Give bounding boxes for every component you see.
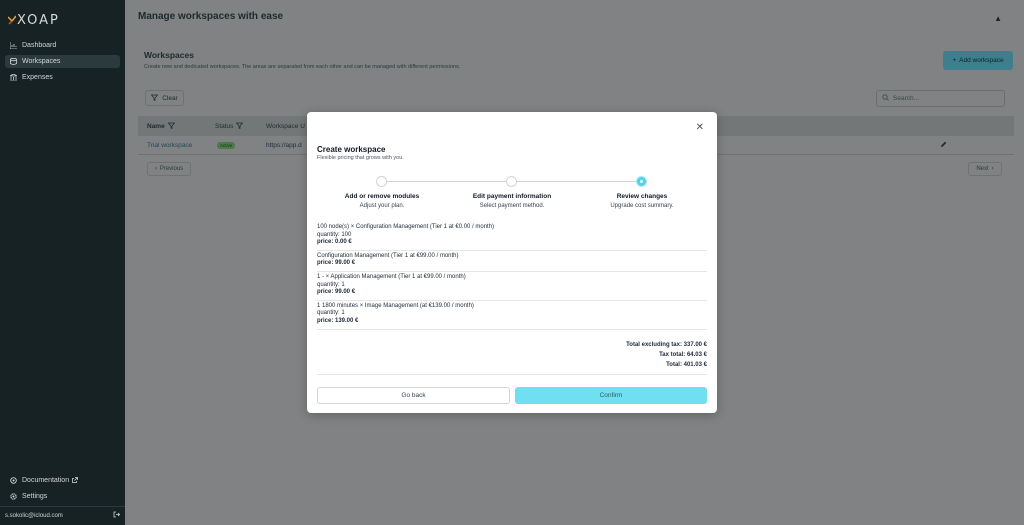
tax-total: Tax total: 64.03 € xyxy=(659,352,707,358)
filter-icon[interactable] xyxy=(236,122,243,131)
sidebar-item-settings[interactable] xyxy=(5,490,120,503)
step-1-subtitle: Adjust your plan. xyxy=(359,203,405,209)
clear-label: Clear xyxy=(162,94,178,102)
modal-subtitle: Flexible pricing that grows with you. xyxy=(317,155,404,161)
previous-label: Previous xyxy=(159,166,184,172)
filter-icon xyxy=(151,94,158,103)
total-excluding-tax: Total excluding tax: 337.00 € xyxy=(626,342,707,348)
cursor-icon: ▲ xyxy=(994,14,1002,23)
modal-divider xyxy=(317,374,707,375)
edit-icon[interactable] xyxy=(940,141,947,150)
item-quantity: quantity: 1 xyxy=(317,281,345,288)
item-price: price: 139.00 € xyxy=(317,317,359,324)
item-price: price: 0.00 € xyxy=(317,239,352,246)
gear-icon xyxy=(9,493,17,501)
step-3-subtitle: Upgrade cost summary. xyxy=(610,203,674,209)
list-item xyxy=(317,272,707,301)
add-workspace-label: Add workspace xyxy=(959,57,1004,64)
step-3-dot xyxy=(636,176,647,187)
go-back-button[interactable]: Go back xyxy=(317,387,510,404)
step-1-dot xyxy=(376,176,387,187)
sidebar-item-label: Documentation xyxy=(22,477,70,484)
clear-filter-button[interactable] xyxy=(145,90,184,106)
sidebar-divider xyxy=(0,506,125,507)
app-logo[interactable] xyxy=(8,12,60,28)
sidebar-item-dashboard[interactable] xyxy=(5,39,120,52)
logout-icon[interactable] xyxy=(113,511,120,520)
sidebar-item-label: Workspaces xyxy=(22,58,61,65)
status-badge xyxy=(217,142,235,149)
external-link-icon xyxy=(72,477,78,485)
step-3-title: Review changes xyxy=(616,193,668,200)
step-1-title: Add or remove modules xyxy=(344,193,420,200)
dashboard-icon xyxy=(9,42,17,50)
next-label: Next xyxy=(976,166,989,172)
column-header-status[interactable] xyxy=(215,122,243,131)
create-workspace-modal xyxy=(307,112,717,413)
page-title: Manage workspaces with ease xyxy=(138,11,284,22)
sidebar-item-expenses[interactable] xyxy=(5,71,120,84)
column-label: Name xyxy=(147,122,165,130)
item-line: Configuration Management (Tier 1 at €99.00 / month) xyxy=(317,252,459,259)
sidebar-item-label: Settings xyxy=(22,493,48,500)
confirm-button[interactable]: Confirm xyxy=(515,387,707,404)
chevron-left-icon: ‹ xyxy=(154,166,157,172)
close-icon[interactable]: ✕ xyxy=(695,122,704,133)
column-label: Status xyxy=(215,122,234,130)
sidebar-item-documentation[interactable] xyxy=(5,474,120,487)
item-line: 1 1800 minutes × Image Management (at €139.00 / month) xyxy=(317,302,474,309)
list-item xyxy=(317,251,707,272)
grand-total: Total: 401.03 € xyxy=(666,362,707,368)
step-2-title: Edit payment information xyxy=(472,193,552,200)
search-placeholder: Search... xyxy=(893,95,920,102)
totals-summary xyxy=(626,340,707,370)
workspace-name-link[interactable]: Trial workspace xyxy=(147,142,193,149)
workspaces-icon xyxy=(9,58,17,66)
list-item xyxy=(317,222,707,251)
filter-icon[interactable] xyxy=(168,122,175,131)
item-quantity: quantity: 100 xyxy=(317,231,352,238)
plus-icon: + xyxy=(952,57,957,64)
search-input[interactable] xyxy=(876,90,1005,107)
step-2-dot xyxy=(506,176,517,187)
item-line: 1 - × Application Management (Tier 1 at €99.00 / month) xyxy=(317,273,466,280)
item-price: price: 99.00 € xyxy=(317,289,356,296)
logo-text: XOAP xyxy=(17,12,60,28)
column-label: Workspace U xyxy=(266,122,305,130)
docs-icon xyxy=(9,477,17,485)
add-workspace-button[interactable] xyxy=(943,51,1013,70)
list-item xyxy=(317,301,707,330)
item-quantity: quantity: 1 xyxy=(317,310,345,317)
chevron-right-icon: › xyxy=(991,166,994,172)
item-line: 100 node(s) × Configuration Management (Tier 1 at €0.00 / month) xyxy=(317,224,495,230)
item-price: price: 99.00 € xyxy=(317,260,356,267)
previous-page-button[interactable] xyxy=(147,162,191,176)
user-row xyxy=(5,511,120,520)
cost-items-list xyxy=(317,222,707,330)
column-header-name[interactable] xyxy=(147,122,175,131)
sidebar-item-label: Dashboard xyxy=(22,42,57,49)
card-title: Workspaces xyxy=(144,50,194,60)
user-email: s.sokolic@icloud.com xyxy=(5,512,63,519)
sidebar xyxy=(0,0,125,525)
status-badge-label: Active xyxy=(217,142,235,149)
sidebar-item-label: Expenses xyxy=(22,74,53,81)
search-icon xyxy=(882,94,889,103)
workspaces-card xyxy=(137,42,1013,82)
step-2-subtitle: Select payment method. xyxy=(479,203,545,209)
sidebar-nav xyxy=(5,39,120,87)
modal-title: Create workspace xyxy=(317,145,386,154)
next-page-button[interactable] xyxy=(968,162,1002,176)
workspace-url: https://app.d xyxy=(266,142,302,149)
logo-mark-icon xyxy=(8,15,16,25)
sidebar-item-workspaces[interactable] xyxy=(5,55,120,68)
column-header-url xyxy=(266,123,305,130)
expenses-icon xyxy=(9,74,17,82)
card-description: Create new and dedicated workspaces. The areas are separated from each other and can be managed with different permissions. xyxy=(144,64,461,70)
